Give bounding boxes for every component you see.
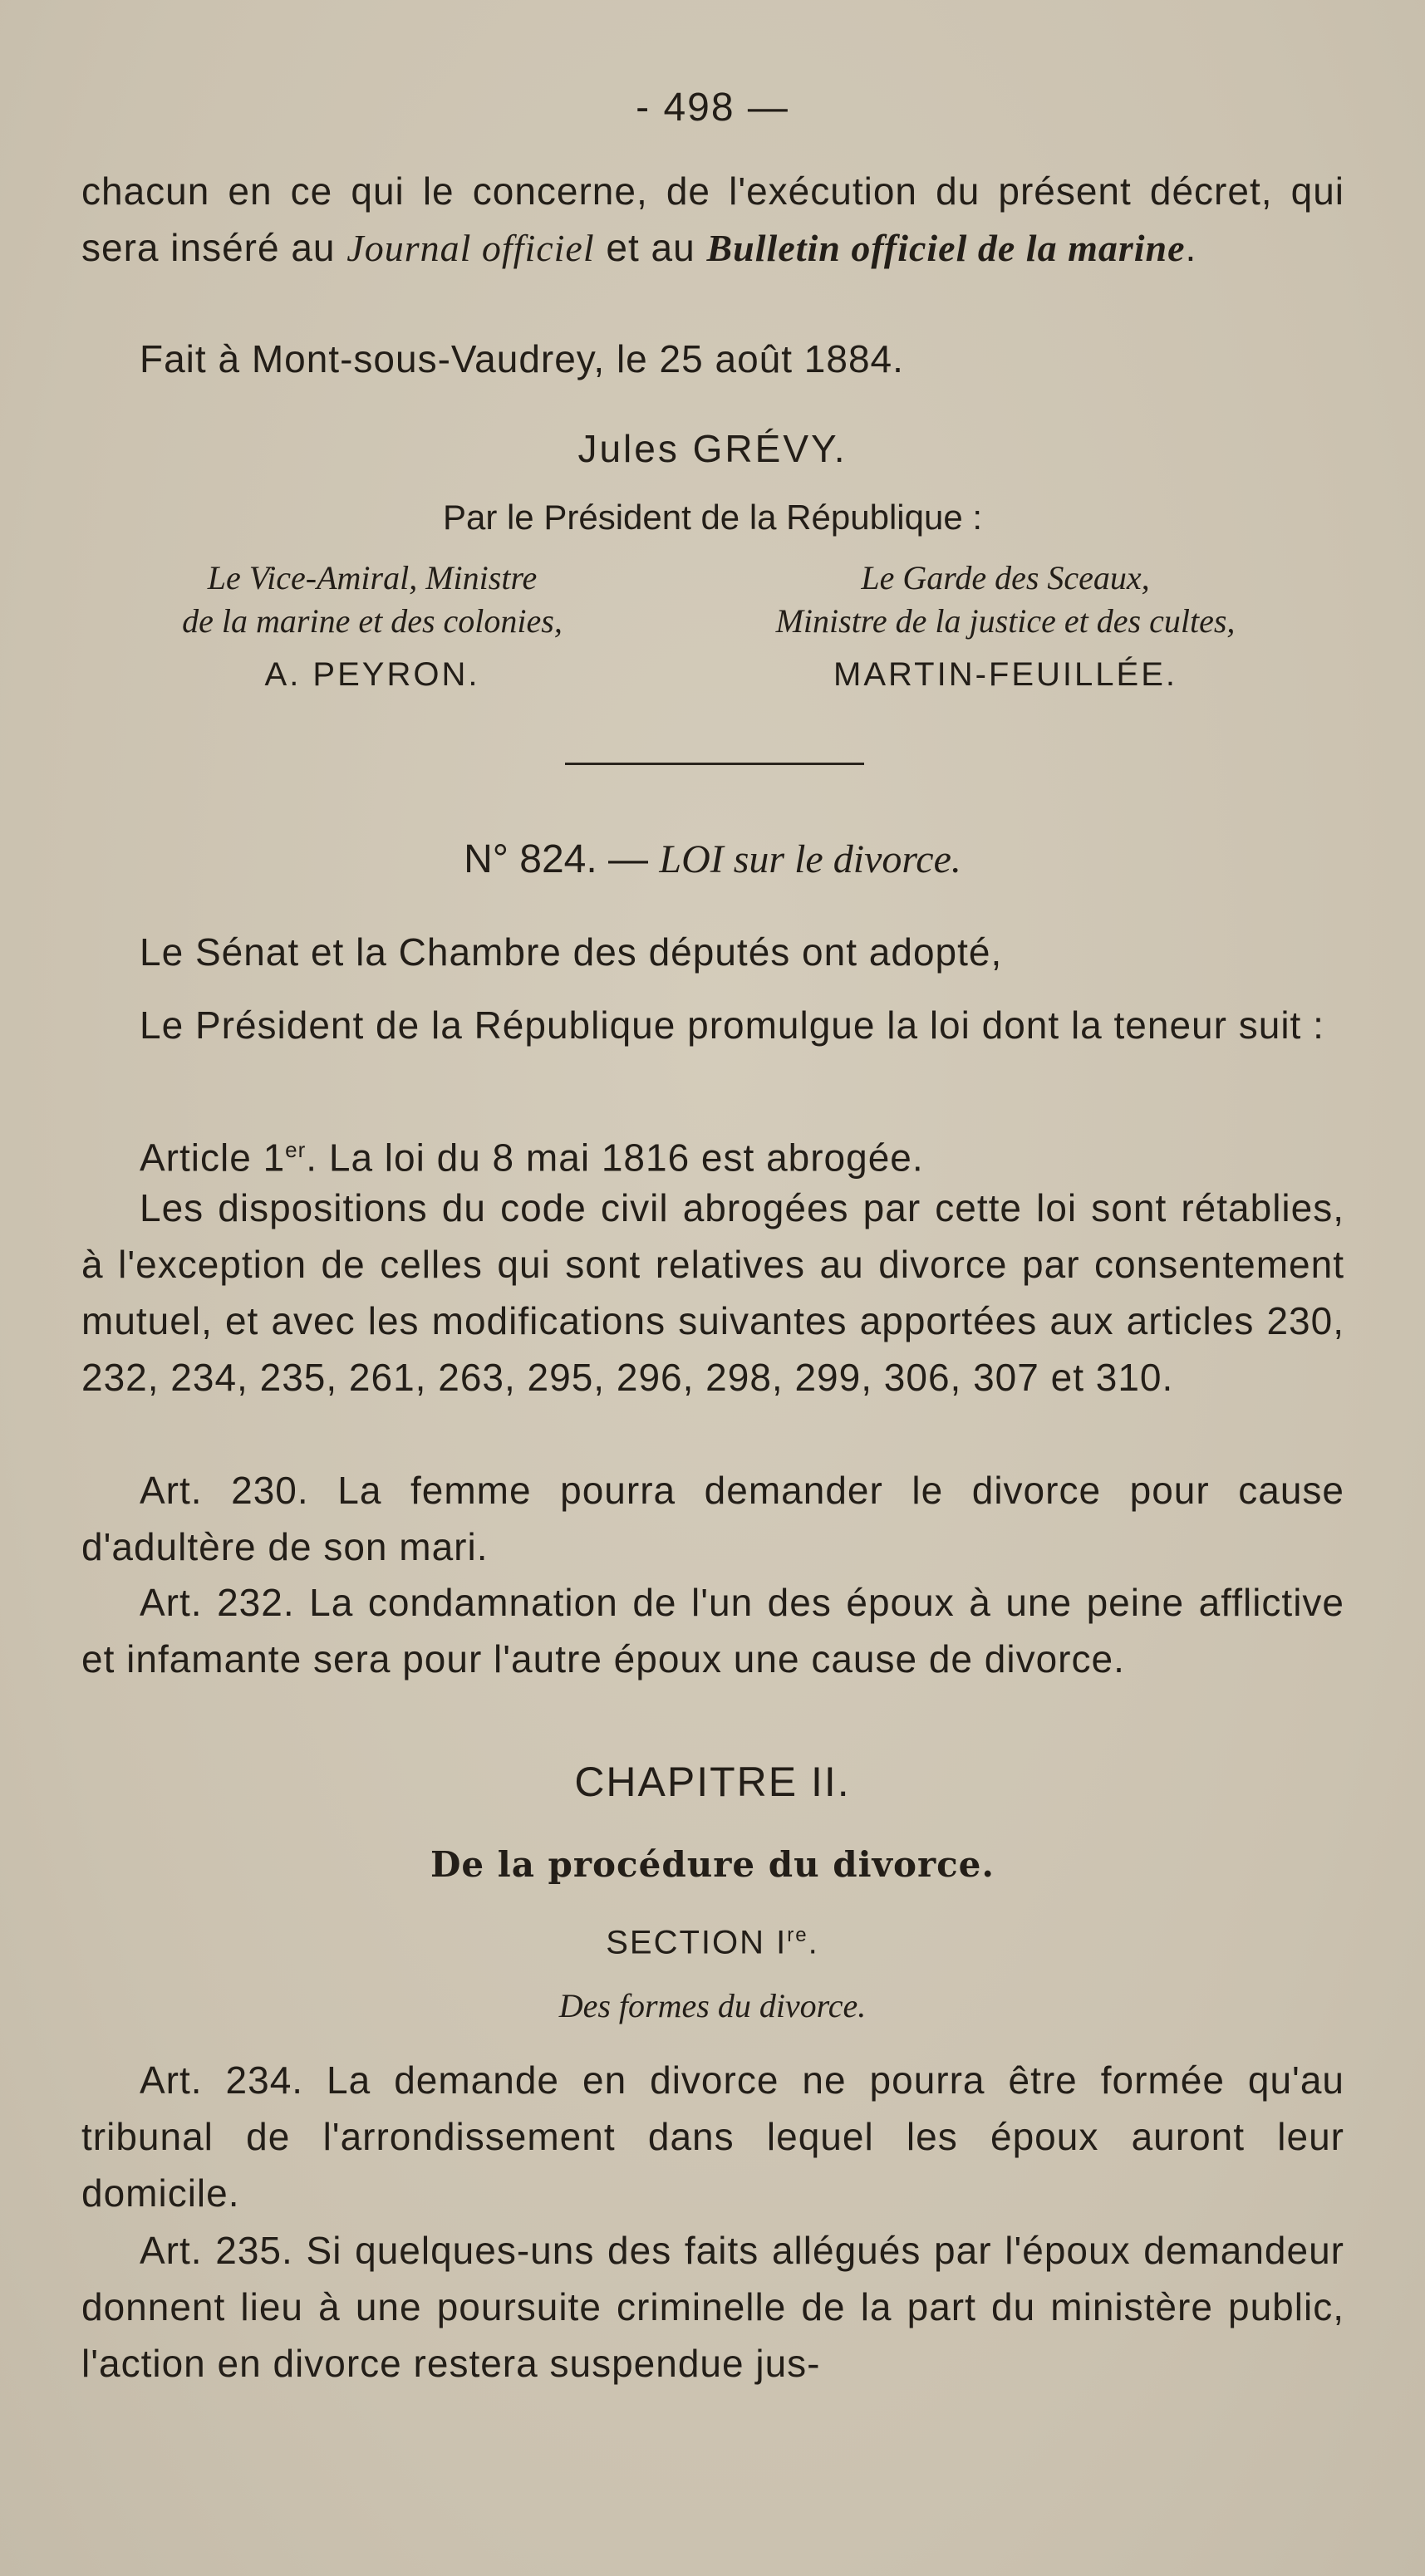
decree-closing-paragraph (81, 163, 1344, 277)
article-1-sup: er (285, 1137, 307, 1162)
president-signature-text: Jules GRÉVY. (577, 427, 848, 470)
chapter-subtitle: De la procédure du divorce. (430, 1844, 995, 1885)
minister-justice-line-1: Le Garde des Sceaux, (861, 559, 1150, 596)
section-title: Des formes du divorce. (558, 1987, 867, 2024)
law-article-235: Art. 235. Si quelques-uns des faits allégués par l'époux demandeur donnent lieu à une poursuite criminelle de la part du ministère public, l'action en divorce restera suspendue jus- (81, 2229, 1344, 2385)
bulletin-officiel-ref: Bulletin officiel de la marine (706, 227, 1186, 269)
section-heading (0, 1911, 1425, 1967)
law-article-234: Art. 234. La demande en divorce ne pourra être formée qu'au tribunal de l'arrondissement dans lequel les époux auront leur domicile. (81, 2058, 1344, 2215)
journal-officiel-ref: Journal officiel (346, 227, 595, 269)
closing-text-start: chacun en ce qui le concerne, de l'exécution du présent décret, qui sera inséré au (81, 169, 1344, 269)
law-article-1 (81, 1121, 1344, 1185)
article-1-label: Article 1 (140, 1136, 286, 1180)
minister-marine-title (81, 557, 663, 643)
section-end: . (808, 1924, 819, 1961)
law-number: N° 824. — (464, 837, 660, 881)
minister-justice-name: MARTIN-FEUILLÉE. (833, 656, 1177, 693)
page-number: - 498 — (636, 86, 789, 130)
section-label: SECTION I (606, 1924, 788, 1961)
decree-place-date: Fait à Mont-sous-Vaudrey, le 25 août 1884. (140, 337, 904, 380)
minister-marine-name: A. PEYRON. (264, 656, 480, 693)
section-divider (565, 763, 864, 765)
chapter-heading: CHAPITRE II. (574, 1759, 851, 1805)
president-signature (0, 424, 1425, 473)
law-article-230: Art. 230. La femme pourra demander le divorce pour cause d'adultère de son mari. (81, 1469, 1344, 1568)
minister-justice-title (665, 557, 1346, 643)
minister-marine-line-1: Le Vice-Amiral, Ministre (207, 559, 538, 596)
article-1-text: . La loi du 8 mai 1816 est abrogée. (306, 1136, 924, 1180)
minister-marine-line-2: de la marine et des colonies, (182, 602, 563, 640)
law-heading (0, 835, 1425, 885)
law-paragraph-dispositions: Les dispositions du code civil abrogées par cette loi sont rétablies, à l'exception de celles qui sont relatives au divorce par consentement mutuel, et avec les modifications suivantes apportées aux articles 230, 232, 234, 235, 261, 263, 295, 296, 298, 299, 306, 307 et 310. (81, 1186, 1344, 1399)
section-sup: re (787, 1924, 808, 1946)
closing-text-mid: et au (594, 226, 707, 269)
law-article-232: Art. 232. La condamnation de l'un des époux à une peine afflictive et infamante sera pour l'autre époux une cause de divorce. (81, 1581, 1344, 1681)
law-paragraph-adoption: Le Sénat et la Chambre des députés ont adopté, (140, 930, 1003, 974)
law-paragraph-promulgation: Le Président de la République promulgue la loi dont la teneur suit : (140, 1003, 1324, 1047)
law-title: LOI sur le divorce. (659, 837, 961, 881)
closing-text-end: . (1185, 226, 1197, 269)
par-le-president: Par le Président de la République : (442, 498, 983, 537)
minister-justice-line-2: Ministre de la justice et des cultes, (775, 602, 1236, 640)
